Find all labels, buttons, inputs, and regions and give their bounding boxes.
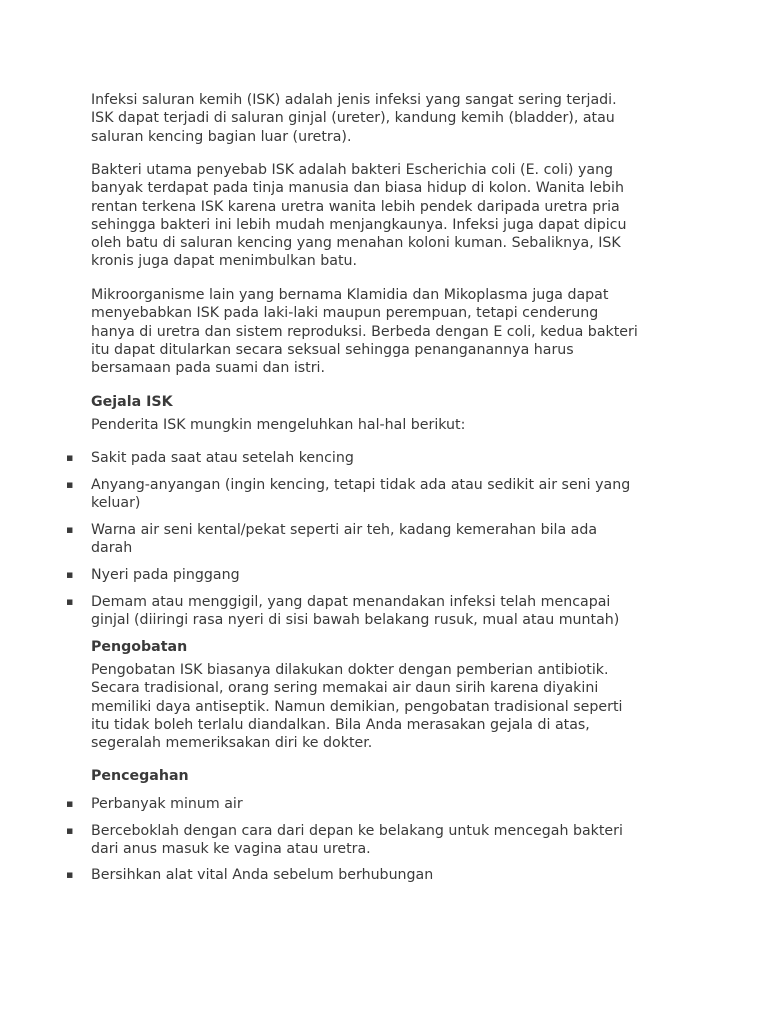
bullet-icon: ▪ bbox=[66, 451, 74, 464]
list-item-text: Warna air seni kental/pekat seperti air teh, kadang kemerahan bila ada darah bbox=[91, 522, 598, 557]
bullet-icon: ▪ bbox=[66, 568, 74, 581]
list-item-text: Nyeri pada pinggang bbox=[91, 567, 240, 583]
bullet-icon: ▪ bbox=[66, 523, 74, 536]
intro-paragraph-2: Bakteri utama penyebab ISK adalah bakteri Escherichia coli (E. coli) yang banyak terdapat pada tinja manusia dan biasa hidup di kolon. Wanita lebih rentan terkena ISK karena uretra wanita lebih pendek daripada uretra pria sehingga bakteri ini lebih mudah menjangkaunya. Infeksi juga dapat dipicu oleh batu di saluran kencing yang menahan koloni kuman. Sebaliknya, ISK kronis juga dapat menimbulkan batu. bbox=[91, 162, 627, 270]
gejala-lead: Penderita ISK mungkin mengeluhkan hal-hal berikut: bbox=[91, 417, 466, 433]
bullet-icon: ▪ bbox=[66, 824, 74, 837]
gejala-heading: Gejala ISK bbox=[91, 394, 173, 410]
list-item-text: Berceboklah dengan cara dari depan ke belakang untuk mencegah bakteri dari anus masuk ke vagina atau uretra. bbox=[91, 823, 623, 858]
pencegahan-heading: Pencegahan bbox=[91, 768, 189, 784]
intro-paragraph-1: Infeksi saluran kemih (ISK) adalah jenis infeksi yang sangat sering terjadi. ISK dapat terjadi di saluran ginjal (ureter), kandung kemih (bladder), atau saluran kencing bagian luar (uretra). bbox=[91, 92, 617, 145]
list-item-text: Anyang-anyangan (ingin kencing, tetapi tidak ada atau sedikit air seni yang keluar) bbox=[91, 477, 631, 512]
pengobatan-heading: Pengobatan bbox=[91, 639, 188, 655]
bullet-icon: ▪ bbox=[66, 797, 74, 810]
list-item-text: Perbanyak minum air bbox=[91, 796, 243, 812]
bullet-icon: ▪ bbox=[66, 595, 74, 608]
list-item-text: Bersihkan alat vital Anda sebelum berhubungan bbox=[91, 867, 434, 883]
list-item-text: Sakit pada saat atau setelah kencing bbox=[91, 450, 354, 466]
list-item-text: Demam atau menggigil, yang dapat menandakan infeksi telah mencapai ginjal (diiringi rasa nyeri di sisi bawah belakang rusuk, mual atau muntah) bbox=[91, 594, 620, 629]
bullet-icon: ▪ bbox=[66, 868, 74, 881]
bullet-icon: ▪ bbox=[66, 478, 74, 491]
pengobatan-body: Pengobatan ISK biasanya dilakukan dokter dengan pemberian antibiotik. Secara tradisional, orang sering memakai air daun sirih karena diyakini memiliki daya antiseptik. Namun demikian, pengobatan tradisional seperti itu tidak boleh terlalu diandalkan. Bila Anda merasakan gejala di atas, segeralah memeriksakan diri ke dokter. bbox=[91, 662, 623, 752]
intro-paragraph-3: Mikroorganisme lain yang bernama Klamidia dan Mikoplasma juga dapat menyebabkan ISK pada laki-laki maupun perempuan, tetapi cenderung hanya di uretra dan sistem reproduksi. Berbeda dengan E coli, kedua bakteri itu dapat ditularkan secara seksual sehingga penanganannya harus bersamaan pada suami dan istri. bbox=[91, 287, 638, 377]
